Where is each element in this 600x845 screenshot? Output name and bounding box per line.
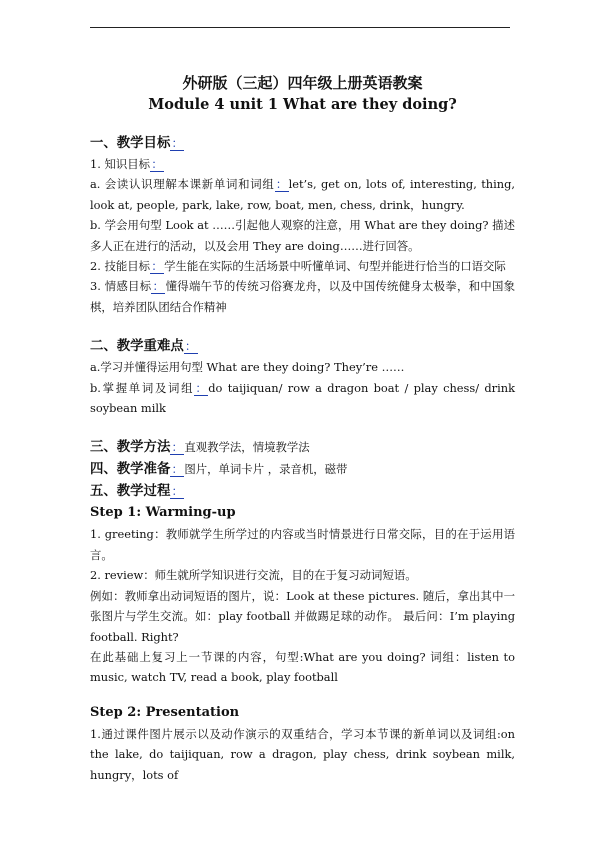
step1-review-previous: 在此基础上复习上一节课的内容，句型:What are you doing? 词组：listen to music, watch TV, read a book, play football (90, 649, 515, 685)
section-objectives-heading: 一、教学目标： (90, 135, 184, 151)
underlined-blank: ： (171, 440, 184, 455)
skill-objective: 2. 技能目标：学生能在实际的生活场景中听懂单词、句型并能进行恰当的口语交际 (90, 259, 506, 274)
underlined-blank: ： (151, 157, 163, 171)
title-chinese: 外研版（三起）四年级上册英语教案 (182, 74, 423, 92)
step1-greeting: 1. greeting：教师就学生所学过的内容或当时情景进行日常交际，目的在于运用语言。 (90, 527, 515, 562)
underlined-blank: ： (275, 177, 288, 192)
step1-example: 例如：教师拿出动词短语的图片，说：Look at these pictures. 随后，拿出其中一张图片与学生交流。如：play football 并做踢足球的动作。 最后问：I’m playing football. Right? (90, 588, 515, 644)
underlined-blank: ： (152, 279, 165, 294)
key-point-b: b.掌握单词及词组：do taijiquan/ row a dragon boat / play chess/ drink soybean milk (90, 380, 515, 416)
step1-title: Step 1: Warming-up (90, 505, 236, 521)
document-body (90, 72, 515, 785)
section-preparation: 四、教学准备：图片，单词卡片 ，录音机，磁带 (90, 461, 348, 478)
underlined-blank: ： (185, 339, 197, 354)
emotional-objective: 3. 情感目标：懂得端午节的传统习俗赛龙舟，以及中国传统健身太极拳，和中国象棋，培养团队团结合作精神 (90, 279, 515, 314)
knowledge-objective-label: 1. 知识目标： (90, 157, 163, 171)
header-rule (90, 27, 510, 28)
underlined-blank: ： (171, 136, 184, 150)
underlined-blank: ： (195, 380, 207, 395)
step1-review: 2. review：师生就所学知识进行交流，目的在于复习动词短语。 (90, 568, 417, 583)
step2-title: Step 2: Presentation (90, 704, 240, 720)
objective-item-a: a. 会读认识理解本课新单词和词组：let’s, get on, lots of, interesting, thing, look at, people, park, lake, row, boat, men, chess, drink，hungry. (90, 177, 515, 212)
objective-item-b: b. 学会用句型 Look at ……引起他人观察的注意，用 What are they doing? 描述多人正在进行的活动，以及会用 They are doing……进行回答。 (90, 218, 515, 253)
underlined-blank: ： (151, 259, 163, 274)
section-process-heading: 五、教学过程： (90, 483, 184, 500)
title-english: Module 4 unit 1 What are they doing? (148, 96, 457, 113)
step2-presentation: 1.通过课件图片展示以及动作演示的双重结合，学习本节课的新单词以及词组:on the lake, do taijiquan, row a dragon, play chess, drink soybean milk, hungry，lots of (90, 726, 515, 782)
key-point-a: a.学习并懂得运用句型 What are they doing? They’re …… (90, 360, 405, 375)
underlined-blank: ： (171, 484, 184, 499)
section-key-points-heading: 二、教学重难点： (90, 338, 197, 355)
underlined-blank: ： (171, 462, 184, 477)
section-methods: 三、教学方法：直观教学法，情境教学法 (90, 439, 310, 456)
